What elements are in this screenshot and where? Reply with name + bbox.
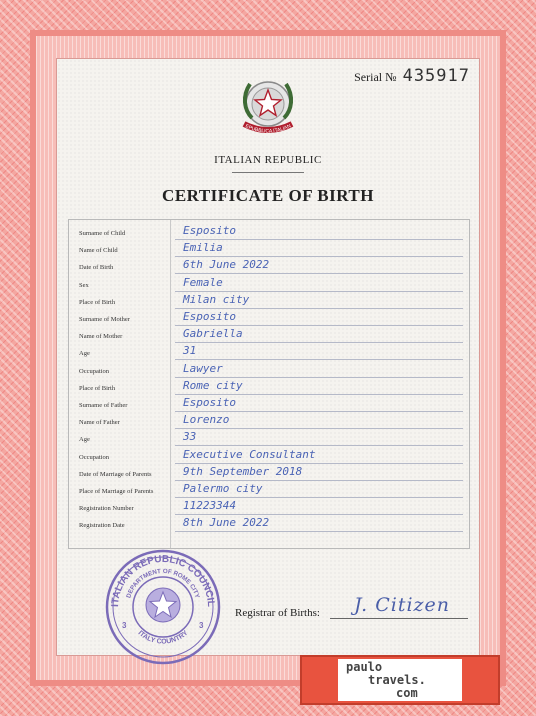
signature-line	[330, 618, 468, 619]
field-underline	[175, 377, 463, 378]
registrar-label: Registrar of Births:	[235, 607, 320, 619]
field-value: Female	[183, 275, 223, 289]
field-label: Sex	[79, 281, 89, 289]
issuing-authority: ITALIAN REPUBLIC	[214, 154, 322, 166]
field-label: Age	[79, 436, 90, 444]
field-underline	[175, 342, 463, 343]
seal-left-number: 3	[122, 621, 127, 630]
field-underline	[175, 256, 463, 257]
field-value: Gabriella	[183, 327, 243, 341]
field-underline	[175, 480, 463, 481]
serial-number	[354, 66, 470, 86]
field-value: Lawyer	[183, 361, 223, 375]
field-label: Name of Mother	[79, 333, 123, 341]
field-underline	[175, 291, 463, 292]
watermark-line-2: travels.	[368, 673, 426, 687]
field-underline	[175, 308, 463, 309]
field-label: Place of Marriage of Parents	[79, 488, 154, 495]
field-label: Place of Birth	[79, 298, 116, 306]
field-row	[69, 276, 471, 293]
field-value: Esposito	[183, 310, 236, 323]
field-row	[69, 499, 471, 516]
field-underline	[175, 531, 463, 532]
field-label: Place of Birth	[79, 384, 116, 392]
field-underline	[175, 411, 463, 412]
field-underline	[175, 514, 463, 515]
field-label: Date of Marriage of Parents	[79, 470, 152, 478]
watermark-box	[338, 659, 462, 701]
field-row	[69, 224, 471, 241]
field-row	[69, 448, 471, 465]
field-value: Rome city	[183, 378, 243, 392]
certificate-fields-table	[68, 219, 470, 549]
field-value: 8th June 2022	[183, 516, 270, 530]
seal-right-number: 3	[199, 621, 204, 630]
field-row	[69, 465, 471, 482]
field-row	[69, 327, 471, 344]
registrar-signature: J. Citizen	[354, 594, 451, 616]
field-value: Esposito	[183, 396, 236, 409]
field-value: 6th June 2022	[183, 258, 270, 272]
field-label: Occupation	[79, 367, 109, 375]
field-underline	[175, 359, 463, 360]
watermark-line-3: com	[396, 686, 418, 700]
field-row	[69, 293, 471, 310]
field-value: 31	[183, 344, 197, 358]
field-row	[69, 430, 471, 447]
field-underline	[175, 394, 463, 395]
watermark-badge	[300, 655, 500, 705]
seal-bottom-text: ITALY COUNTRY	[136, 629, 190, 646]
seal-inner-text: DEPARTMENT OF ROME CITY	[125, 567, 201, 599]
field-label: Registration Number	[79, 505, 134, 513]
field-row	[69, 258, 471, 275]
field-value: Lorenzo	[183, 413, 230, 427]
field-row	[69, 396, 471, 413]
field-label: Surname of Mother	[79, 316, 130, 323]
field-value: 33	[183, 430, 197, 444]
field-label: Registration Date	[79, 522, 125, 530]
field-row	[69, 362, 471, 379]
serial-label: Serial №	[354, 70, 397, 84]
field-underline	[175, 428, 463, 429]
field-underline	[175, 463, 463, 464]
serial-value: 435917	[402, 66, 470, 86]
field-row	[69, 344, 471, 361]
field-label: Surname of Child	[79, 230, 126, 237]
field-row	[69, 310, 471, 327]
field-value: Palermo city	[183, 482, 263, 495]
field-value: 9th September 2018	[183, 464, 303, 478]
field-underline	[175, 497, 463, 498]
field-label: Surname of Father	[79, 402, 128, 409]
field-row	[69, 482, 471, 499]
field-underline	[175, 239, 463, 240]
field-value: Esposito	[183, 224, 236, 237]
field-underline	[175, 273, 463, 274]
title-divider	[232, 172, 304, 173]
field-value: 11223344	[183, 499, 236, 513]
field-label: Age	[79, 350, 90, 358]
watermark-line-1: paulo	[346, 660, 383, 674]
field-value: Executive Consultant	[183, 447, 316, 461]
council-seal-icon	[104, 548, 222, 666]
field-row	[69, 241, 471, 258]
field-label: Name of Child	[79, 247, 118, 255]
field-value: Emilia	[183, 241, 223, 255]
seal-top-text: ITALIAN REPUBLIC COUNCIL	[109, 553, 217, 608]
field-underline	[175, 445, 463, 446]
field-row	[69, 379, 471, 396]
field-underline	[175, 325, 463, 326]
svg-text:REPUBBLICA ITALIANA: EPUBBLICA ITALIAN	[244, 123, 292, 135]
field-label: Name of Father	[79, 419, 120, 427]
certificate-title: CERTIFICATE OF BIRTH	[162, 186, 374, 205]
emblem-motto	[234, 72, 302, 140]
field-value: Milan city	[183, 292, 250, 306]
field-row	[69, 413, 471, 430]
field-row	[69, 516, 471, 533]
field-label: Occupation	[79, 453, 109, 461]
field-label: Date of Birth	[79, 264, 114, 272]
